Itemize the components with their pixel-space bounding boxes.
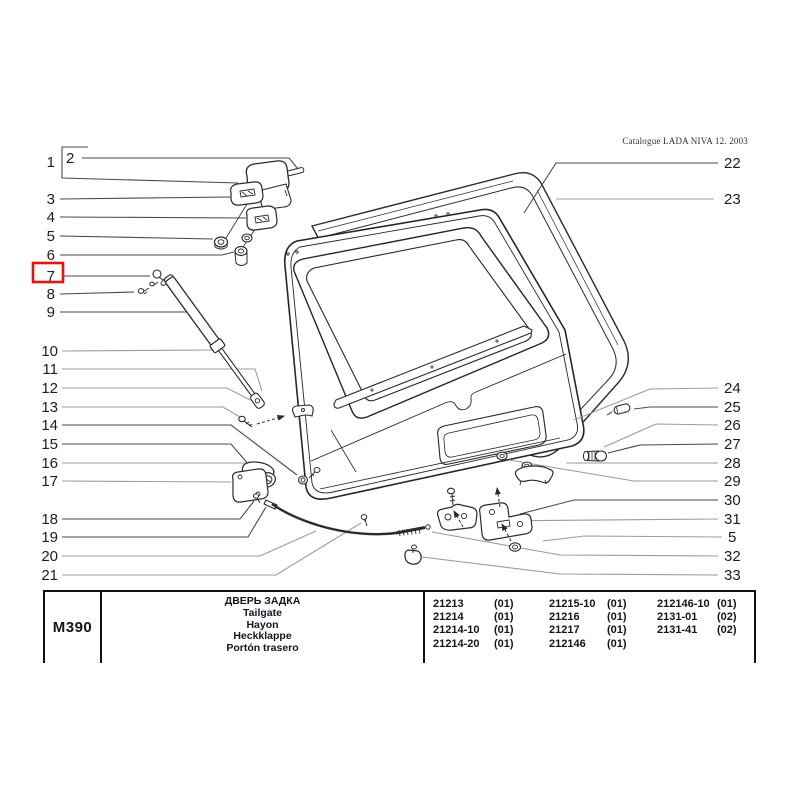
part-number-row bbox=[657, 598, 737, 611]
threaded-plug bbox=[583, 451, 606, 461]
leader-line-5 bbox=[543, 536, 722, 541]
part-qty: (01) bbox=[717, 598, 737, 610]
leader-line-8 bbox=[60, 292, 134, 294]
callout-30[interactable]: 30 bbox=[724, 492, 741, 509]
part-qty: (01) bbox=[494, 611, 514, 624]
callout-5[interactable]: 5 bbox=[46, 228, 55, 245]
part-number: 21215-10 bbox=[549, 598, 596, 610]
leader-line-4 bbox=[60, 217, 246, 218]
part-name: Portón trasero bbox=[226, 642, 299, 655]
part-qty: (01) bbox=[494, 637, 514, 650]
callout-28[interactable]: 28 bbox=[724, 455, 741, 472]
part-number: 212146-10 bbox=[657, 598, 710, 610]
leader-line-10 bbox=[62, 350, 213, 351]
callout-5[interactable]: 5 bbox=[728, 529, 737, 546]
part-names-cell bbox=[102, 592, 425, 663]
part-qty: (02) bbox=[717, 624, 737, 637]
callout-12[interactable]: 12 bbox=[41, 380, 58, 397]
callout-17[interactable]: 17 bbox=[41, 473, 58, 490]
leader-line-6 bbox=[60, 252, 234, 255]
part-number-row bbox=[657, 611, 737, 624]
leader-line-20 bbox=[62, 531, 316, 556]
callout-4[interactable]: 4 bbox=[46, 209, 55, 226]
callout-11[interactable]: 11 bbox=[42, 361, 58, 378]
part-name: Tailgate bbox=[243, 606, 282, 619]
callout-7[interactable]: 7 bbox=[46, 268, 55, 285]
model-code-cell: M390 bbox=[45, 592, 102, 663]
callout-3[interactable]: 3 bbox=[46, 191, 55, 208]
leader-line-17 bbox=[62, 481, 231, 482]
part-number: 21214-10 bbox=[433, 624, 480, 637]
leader-line-25 bbox=[634, 407, 718, 409]
leader-line-18 bbox=[62, 501, 254, 519]
callout-21[interactable]: 21 bbox=[41, 567, 58, 584]
leader-line-3 bbox=[60, 197, 231, 199]
callout-18[interactable]: 18 bbox=[41, 511, 58, 528]
part-qty: (01) bbox=[494, 598, 514, 610]
callout-25[interactable]: 25 bbox=[724, 399, 741, 416]
leader-line-1 bbox=[62, 147, 238, 183]
part-number-column bbox=[433, 598, 514, 651]
part-qty: (01) bbox=[494, 624, 514, 637]
part-number: 21214 bbox=[433, 611, 464, 624]
part-number-row bbox=[433, 638, 514, 651]
callout-19[interactable]: 19 bbox=[41, 529, 58, 546]
part-qty: (01) bbox=[607, 598, 627, 610]
callout-29[interactable]: 29 bbox=[724, 473, 741, 490]
part-number-row bbox=[549, 598, 627, 611]
callout-9[interactable]: 9 bbox=[46, 304, 55, 321]
catalogue-caption: Catalogue LADA NIVA 12. 2003 bbox=[622, 136, 748, 146]
part-number: 2131-01 bbox=[657, 611, 698, 624]
leader-line-16 bbox=[62, 463, 261, 473]
callout-23[interactable]: 23 bbox=[724, 191, 741, 208]
callout-15[interactable]: 15 bbox=[41, 436, 58, 453]
part-number: 21214-20 bbox=[433, 637, 480, 650]
callout-31[interactable]: 31 bbox=[724, 511, 741, 528]
leader-line-33 bbox=[422, 557, 718, 575]
leader-line-5 bbox=[60, 236, 213, 239]
leader-line-27 bbox=[608, 444, 718, 453]
part-numbers-cell bbox=[425, 592, 754, 663]
part-name: ДВЕРЬ ЗАДКА bbox=[224, 595, 301, 607]
part-number-column bbox=[657, 598, 737, 638]
callout-27[interactable]: 27 bbox=[724, 436, 741, 453]
callout-2[interactable]: 2 bbox=[66, 150, 75, 167]
callout-13[interactable]: 13 bbox=[41, 399, 58, 416]
part-number-row bbox=[657, 624, 737, 637]
callout-26[interactable]: 26 bbox=[724, 417, 741, 434]
part-number-row bbox=[549, 638, 627, 651]
callout-24[interactable]: 24 bbox=[724, 380, 741, 397]
callout-1[interactable]: 1 bbox=[46, 154, 55, 171]
part-number-row bbox=[433, 624, 514, 637]
leader-line-12 bbox=[62, 388, 250, 400]
part-qty: (01) bbox=[607, 611, 627, 624]
leader-line-21 bbox=[62, 523, 361, 575]
part-number-column bbox=[549, 598, 627, 651]
part-qty: (02) bbox=[717, 611, 737, 624]
part-number: 21216 bbox=[549, 611, 580, 624]
part-name: Hayon bbox=[246, 618, 279, 631]
callout-32[interactable]: 32 bbox=[724, 548, 741, 565]
part-qty: (01) bbox=[607, 637, 627, 650]
leader-line-26 bbox=[604, 424, 718, 447]
part-name: Heckklappe bbox=[233, 630, 292, 643]
callout-16[interactable]: 16 bbox=[41, 455, 58, 472]
callout-10[interactable]: 10 bbox=[41, 343, 58, 360]
part-number-row bbox=[549, 611, 627, 624]
callout-20[interactable]: 20 bbox=[41, 548, 58, 565]
part-qty: (01) bbox=[607, 624, 627, 637]
callout-22[interactable]: 22 bbox=[724, 155, 741, 172]
leader-line-19 bbox=[62, 507, 266, 537]
callout-14[interactable]: 14 bbox=[41, 417, 58, 434]
part-number-row bbox=[433, 598, 514, 611]
tailgate-panel bbox=[285, 209, 584, 499]
parts-table bbox=[43, 590, 756, 663]
part-number: 2131-41 bbox=[657, 624, 698, 637]
leader-line-30 bbox=[520, 500, 718, 514]
release-cable bbox=[264, 500, 430, 564]
callout-8[interactable]: 8 bbox=[46, 286, 55, 303]
part-number-row bbox=[549, 624, 627, 637]
callout-33[interactable]: 33 bbox=[724, 567, 741, 584]
leader-line-32 bbox=[432, 532, 718, 556]
part-number: 21217 bbox=[549, 624, 580, 637]
part-number-row bbox=[433, 611, 514, 624]
part-number: 212146 bbox=[549, 637, 586, 650]
callout-6[interactable]: 6 bbox=[46, 247, 55, 264]
part-number: 21213 bbox=[433, 598, 464, 610]
leader-line-13 bbox=[62, 407, 240, 417]
